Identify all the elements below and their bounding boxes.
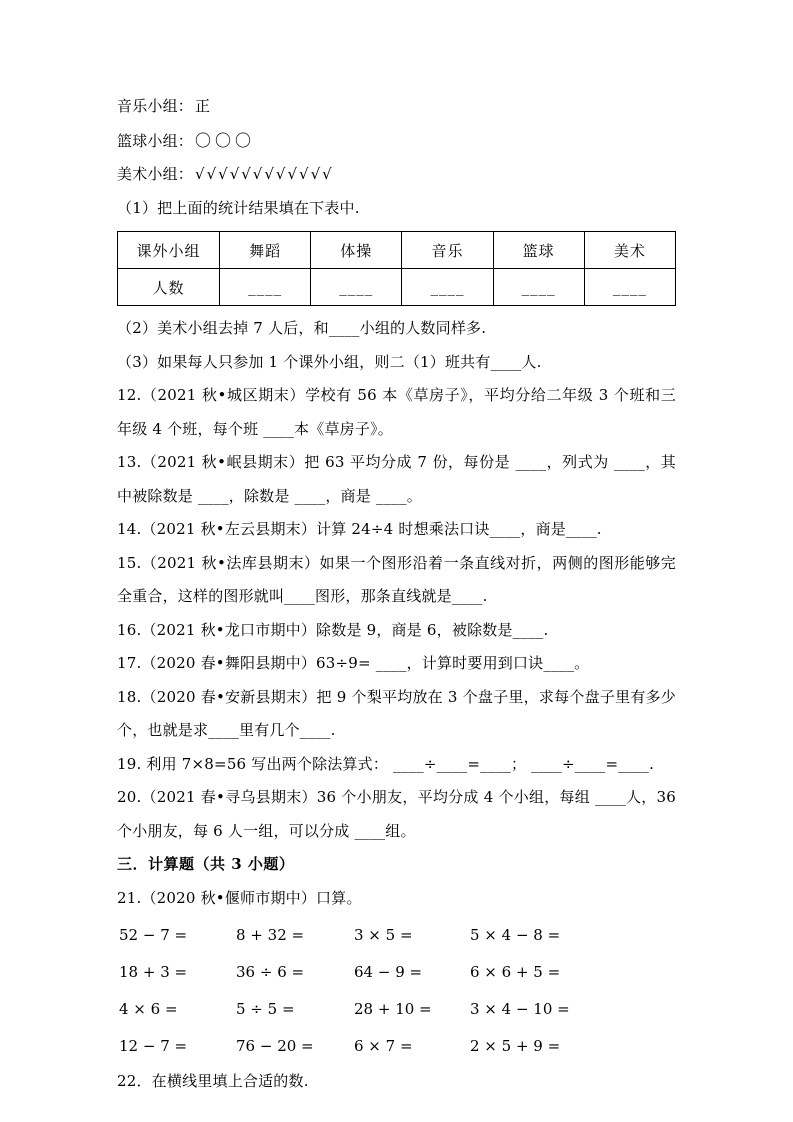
tally-line-art (117, 158, 676, 192)
calc-cell: 36 ÷ 6 = (236, 963, 305, 981)
table-header-art: 美术 (584, 232, 675, 269)
tally-line-basketball (117, 124, 676, 159)
calc-cell: 12 − 7 = (119, 1037, 188, 1055)
calc-cell: 5 × 4 − 8 = (470, 926, 561, 944)
section-heading-calculation: 三．计算题（共 3 小题） (117, 855, 295, 873)
sub-question-1: （1）把上面的统计结果填在下表中. (117, 198, 360, 217)
calc-cell: 8 + 32 = (236, 926, 305, 944)
oral-calc-grid (119, 917, 676, 1065)
calc-cell: 28 + 10 = (354, 1000, 432, 1018)
tally-line-music (117, 90, 676, 124)
tally-marks-music: 正 (195, 97, 213, 115)
tally-label-art: 美术小组： (117, 165, 194, 183)
table-header-dance: 舞蹈 (220, 232, 311, 269)
stats-table (117, 231, 676, 306)
fill-item-16: 16.（2021 秋•龙口市期中）除数是 9，商是 6，被除数是____. (117, 620, 549, 639)
table-header-music: 音乐 (402, 232, 493, 269)
calc-cell: 64 − 9 = (354, 963, 423, 981)
sub-question-3: （3）如果每人只参加 1 个课外小组，则二（1）班共有____人. (117, 352, 542, 371)
stats-table-header-row (118, 232, 676, 269)
calc-cell: 4 × 6 = (119, 1000, 178, 1018)
calc-cell: 2 × 5 + 9 = (470, 1037, 561, 1055)
table-blank-cell: ____ (402, 269, 493, 306)
tally-marks-art: √√√√√√√√√√√√ (195, 165, 334, 183)
fill-item-12: 12.（2021 秋•城区期末）学校有 56 本《草房子》，平均分给二年级 3 个班和三年级 4 个班，每个班 ____本《草房子》。 (117, 386, 676, 438)
calc-cell: 52 − 7 = (119, 926, 188, 944)
fill-item-20: 20.（2021 春•寻乌县期末）36 个小朋友，平均分成 4 个小组，每组 ____人，36 个小朋友，每 6 人一组，可以分成 ____组。 (117, 788, 676, 840)
table-row-label: 人数 (118, 269, 220, 306)
table-blank-cell: ____ (493, 269, 584, 306)
tally-label-basketball: 篮球小组： (117, 131, 194, 150)
fill-item-18: 18.（2020 春•安新县期末）把 9 个梨平均放在 3 个盘子里，求每个盘子里有多少个，也就是求____里有几个____. (117, 687, 676, 739)
calc-cell: 5 ÷ 5 = (236, 1000, 295, 1018)
calc-item-21: 21.（2020 秋•偃师市期中）口算。 (117, 888, 362, 907)
table-header-gym: 体操 (311, 232, 402, 269)
calc-cell: 18 + 3 = (119, 963, 188, 981)
fill-item-22: 22．在横线里填上合适的数. (117, 1072, 309, 1090)
calc-cell: 3 × 5 = (354, 926, 413, 944)
fill-item-13: 13.（2021 秋•岷县期末）把 63 平均分成 7 份，每份是 ____，列式为 ____，其中被除数是 ____，除数是 ____，商是 ____。 (117, 453, 676, 505)
calc-cell: 3 × 4 − 10 = (470, 1000, 570, 1018)
tally-label-music: 音乐小组： (117, 97, 194, 115)
table-blank-cell: ____ (311, 269, 402, 306)
table-header-group: 课外小组 (118, 232, 220, 269)
table-blank-cell: ____ (584, 269, 675, 306)
table-blank-cell: ____ (220, 269, 311, 306)
table-header-basketball: 篮球 (493, 232, 584, 269)
tally-marks-basketball: 〇〇〇 (195, 130, 256, 150)
fill-item-17: 17.（2020 春•舞阳县期中）63÷9= ____，计算时要用到口诀____。 (117, 654, 590, 672)
fill-item-14: 14.（2021 秋•左云县期末）计算 24÷4 时想乘法口诀____，商是____. (117, 520, 602, 538)
calc-cell: 76 − 20 = (236, 1037, 314, 1055)
calc-cell: 6 × 6 + 5 = (470, 963, 561, 981)
fill-item-19: 19. 利用 7×8=56 写出两个除法算式： ____÷____=____； ____÷____=____. (117, 754, 655, 773)
sub-question-2: （2）美术小组去掉 7 人后，和____小组的人数同样多. (117, 319, 487, 337)
fill-item-15: 15.（2021 秋•法库县期末）如果一个图形沿着一条直线对折，两侧的图形能够完全重合，这样的图形就叫____图形，那条直线就是____. (117, 553, 676, 605)
calc-cell: 6 × 7 = (354, 1037, 413, 1055)
stats-table-count-row (118, 269, 676, 306)
